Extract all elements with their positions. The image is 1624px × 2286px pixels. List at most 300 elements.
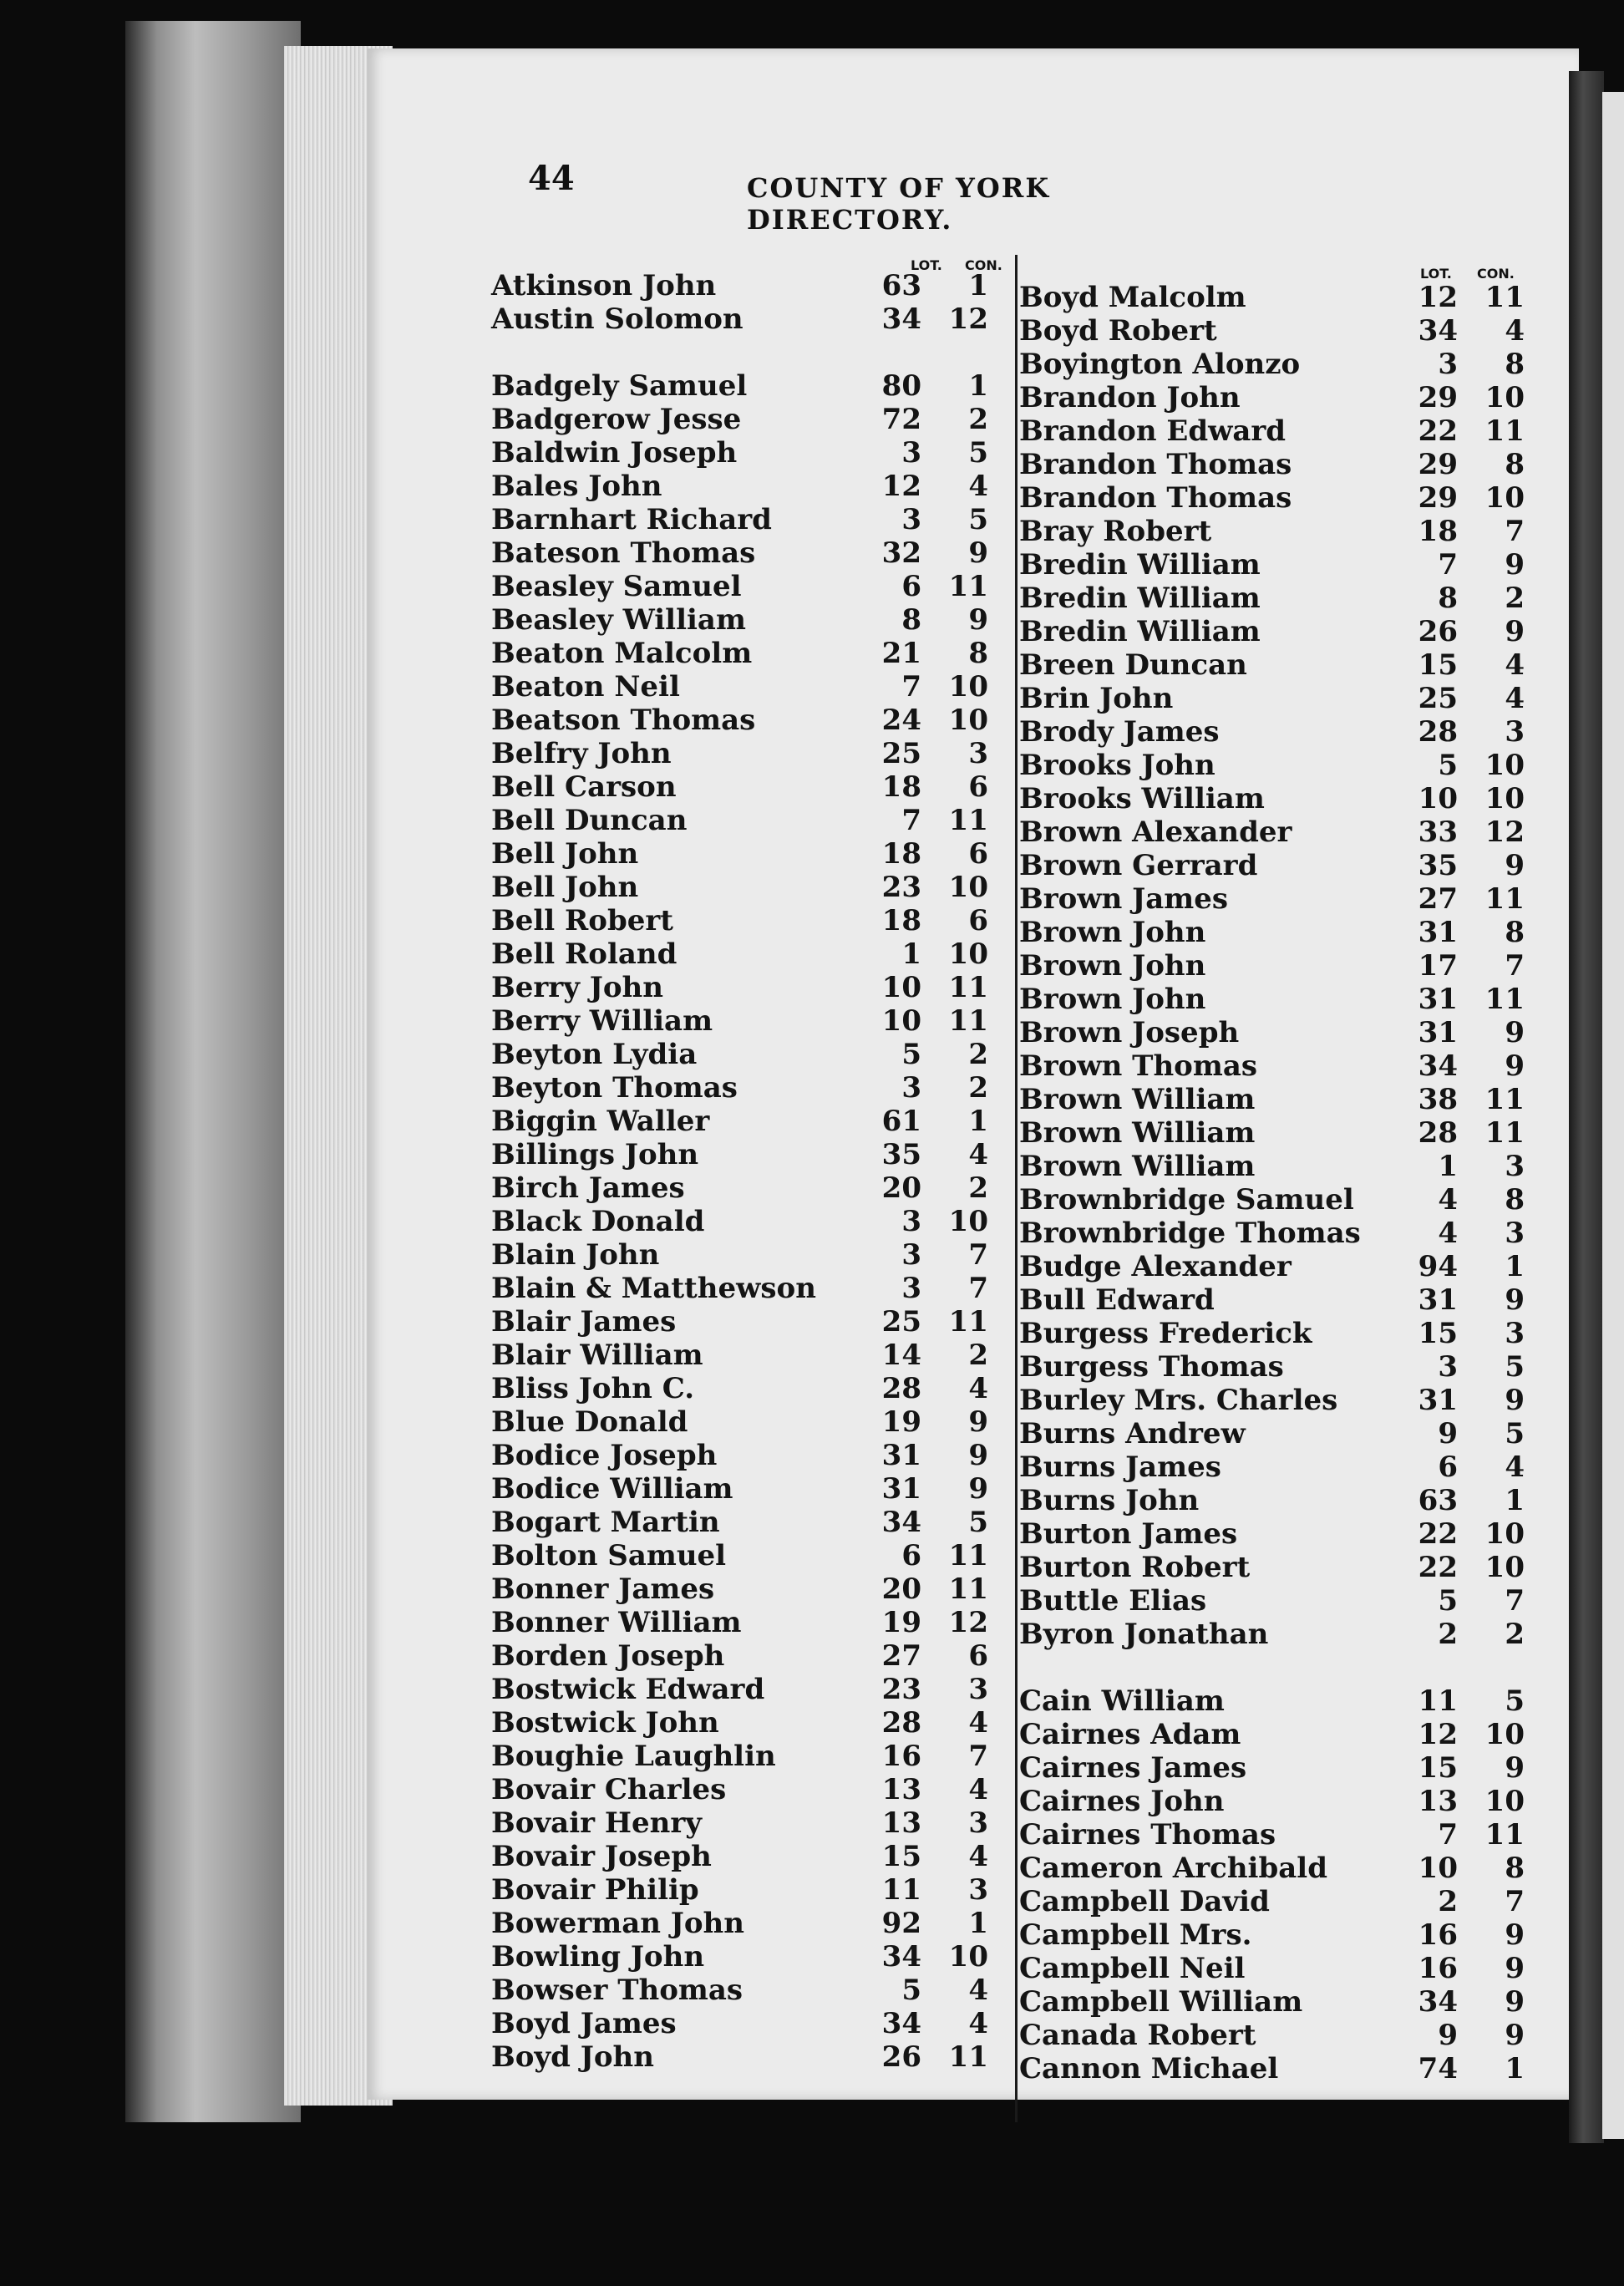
- entry-con: 9: [1505, 1751, 1525, 1785]
- entry-name: Boyd Robert: [1019, 314, 1217, 348]
- entry-name: Budge Alexander: [1019, 1250, 1292, 1283]
- directory-entry: [491, 1606, 988, 1639]
- page-number: 44: [528, 159, 575, 198]
- directory-entry: [491, 1372, 988, 1405]
- entry-con: 10: [1484, 1551, 1525, 1584]
- directory-entry: [491, 1004, 988, 1038]
- entry-lot: 2: [1438, 1618, 1458, 1651]
- entry-lot: 31: [881, 1439, 921, 1472]
- entry-lot: 25: [1418, 682, 1458, 715]
- entry-lot: 29: [1418, 481, 1458, 515]
- directory-entry: [491, 937, 988, 971]
- directory-entry: [1019, 1450, 1525, 1484]
- entry-name: Brown William: [1019, 1116, 1256, 1150]
- entry-lot: 11: [1418, 1684, 1458, 1718]
- entry-con: 4: [968, 1974, 988, 2007]
- entry-con: 2: [968, 1038, 988, 1071]
- directory-entry: [1019, 1785, 1525, 1818]
- entry-con: 9: [968, 1472, 988, 1506]
- entry-lot: 3: [901, 1238, 921, 1272]
- entry-lot: 17: [1418, 949, 1458, 983]
- entry-lot: 13: [881, 1773, 921, 1806]
- entry-lot: 28: [1418, 1116, 1458, 1150]
- directory-entry: [491, 1472, 988, 1506]
- directory-entry: [491, 1572, 988, 1606]
- entry-name: Bolton Samuel: [491, 1539, 727, 1572]
- directory-entry: [491, 1339, 988, 1372]
- directory-entry: [491, 1539, 988, 1572]
- entry-con: 10: [948, 937, 988, 971]
- entry-name: Brandon Thomas: [1019, 448, 1292, 481]
- entry-lot: 16: [1418, 1918, 1458, 1952]
- entry-lot: 1: [1438, 1150, 1458, 1183]
- left-directory-column: [491, 269, 988, 2074]
- entry-con: 11: [948, 2040, 988, 2074]
- entry-name: Bell Carson: [491, 770, 677, 804]
- directory-entry: [491, 837, 988, 871]
- entry-con: 9: [1505, 615, 1525, 648]
- directory-entry: [1019, 648, 1525, 682]
- entry-lot: 34: [1418, 1049, 1458, 1083]
- directory-entry: [1019, 2019, 1525, 2052]
- directory-entry: [491, 369, 988, 403]
- entry-lot: 34: [1418, 1985, 1458, 2019]
- entry-name: Badgerow Jesse: [491, 403, 742, 436]
- entry-name: Beaton Neil: [491, 670, 680, 704]
- entry-name: Brown Joseph: [1019, 1016, 1240, 1049]
- directory-entry: [1019, 815, 1525, 849]
- entry-lot: 3: [901, 1071, 921, 1105]
- entry-name: Canada Robert: [1019, 2019, 1256, 2052]
- entry-con: 5: [1505, 1684, 1525, 1718]
- entry-lot: 23: [881, 1673, 921, 1706]
- directory-entry: [1019, 1317, 1525, 1350]
- page-header: [528, 159, 1263, 236]
- entry-name: Bales John: [491, 470, 662, 503]
- entry-name: Campbell William: [1019, 1985, 1303, 2019]
- entry-name: Bodice Joseph: [491, 1439, 718, 1472]
- entry-name: Cannon Michael: [1019, 2052, 1279, 2085]
- entry-name: Brown John: [1019, 916, 1206, 949]
- directory-entry: [1019, 281, 1525, 314]
- entry-name: Bowser Thomas: [491, 1974, 743, 2007]
- letter-section-gap: [491, 336, 988, 369]
- directory-entry: [491, 770, 988, 804]
- directory-entry: [1019, 1283, 1525, 1317]
- entry-lot: 38: [1418, 1083, 1458, 1116]
- entry-name: Bovair Charles: [491, 1773, 727, 1806]
- entry-lot: 31: [881, 1472, 921, 1506]
- entry-con: 6: [968, 837, 988, 871]
- entry-con: 7: [968, 1272, 988, 1305]
- entry-name: Burley Mrs. Charles: [1019, 1384, 1338, 1417]
- entry-con: 7: [968, 1740, 988, 1773]
- directory-entry: [1019, 1985, 1525, 2019]
- entry-name: Burton Robert: [1019, 1551, 1251, 1584]
- entry-con: 10: [948, 1940, 988, 1974]
- entry-name: Brandon Edward: [1019, 414, 1287, 448]
- directory-entry: [491, 871, 988, 904]
- entry-lot: 22: [1418, 1551, 1458, 1584]
- directory-entry: [1019, 1183, 1525, 1217]
- directory-entry: [491, 1205, 988, 1238]
- entry-name: Austin Solomon: [491, 302, 743, 336]
- entry-lot: 6: [901, 570, 921, 603]
- directory-entry: [1019, 1751, 1525, 1785]
- entry-con: 8: [1505, 348, 1525, 381]
- directory-entry: [1019, 1551, 1525, 1584]
- entry-con: 11: [1484, 414, 1525, 448]
- entry-lot: 63: [1418, 1484, 1458, 1517]
- entry-lot: 24: [881, 704, 921, 737]
- directory-entry: [1019, 1417, 1525, 1450]
- entry-con: 8: [1505, 1852, 1525, 1885]
- entry-name: Borden Joseph: [491, 1639, 725, 1673]
- directory-entry: [1019, 849, 1525, 882]
- directory-entry: [1019, 682, 1525, 715]
- directory-entry: [491, 1038, 988, 1071]
- entry-lot: 29: [1418, 448, 1458, 481]
- entry-name: Bogart Martin: [491, 1506, 720, 1539]
- directory-entry: [491, 1706, 988, 1740]
- entry-lot: 16: [881, 1740, 921, 1773]
- directory-entry: [1019, 1718, 1525, 1751]
- entry-con: 8: [968, 637, 988, 670]
- entry-name: Burns James: [1019, 1450, 1221, 1484]
- entry-con: 9: [1505, 1384, 1525, 1417]
- entry-name: Bostwick John: [491, 1706, 719, 1740]
- entry-con: 2: [1505, 1618, 1525, 1651]
- entry-con: 2: [968, 1339, 988, 1372]
- directory-entry: [1019, 1049, 1525, 1083]
- directory-entry: [1019, 1116, 1525, 1150]
- entry-name: Bateson Thomas: [491, 536, 756, 570]
- entry-name: Blair James: [491, 1305, 677, 1339]
- entry-con: 4: [968, 470, 988, 503]
- entry-lot: 20: [881, 1171, 921, 1205]
- entry-name: Bowling John: [491, 1940, 705, 1974]
- entry-name: Bull Edward: [1019, 1283, 1215, 1317]
- entry-lot: 10: [881, 1004, 921, 1038]
- entry-lot: 5: [901, 1974, 921, 2007]
- entry-name: Barnhart Richard: [491, 503, 772, 536]
- directory-entry: [491, 1071, 988, 1105]
- directory-entry: [1019, 983, 1525, 1016]
- directory-entry: [1019, 314, 1525, 348]
- entry-name: Atkinson John: [491, 269, 717, 302]
- entry-name: Breen Duncan: [1019, 648, 1247, 682]
- entry-con: 9: [1505, 1918, 1525, 1952]
- directory-entry: [1019, 1150, 1525, 1183]
- entry-con: 4: [1505, 682, 1525, 715]
- entry-name: Bovair Philip: [491, 1873, 699, 1907]
- directory-entry: [491, 1305, 988, 1339]
- directory-entry: [1019, 615, 1525, 648]
- directory-entry: [491, 1873, 988, 1907]
- entry-con: 10: [1484, 749, 1525, 782]
- entry-lot: 15: [1418, 1751, 1458, 1785]
- entry-lot: 19: [881, 1405, 921, 1439]
- entry-con: 11: [948, 570, 988, 603]
- directory-entry: [491, 1940, 988, 1974]
- entry-lot: 74: [1418, 2052, 1458, 2085]
- entry-name: Burgess Frederick: [1019, 1317, 1312, 1350]
- entry-lot: 3: [901, 1205, 921, 1238]
- entry-lot: 72: [881, 403, 921, 436]
- directory-entry: [1019, 548, 1525, 582]
- entry-name: Black Donald: [491, 1205, 705, 1238]
- directory-entry: [1019, 949, 1525, 983]
- directory-entry: [491, 470, 988, 503]
- entry-name: Brown John: [1019, 949, 1206, 983]
- directory-entry: [1019, 1818, 1525, 1852]
- entry-name: Bonner James: [491, 1572, 715, 1606]
- entry-con: 1: [968, 1105, 988, 1138]
- entry-con: 3: [968, 1673, 988, 1706]
- right-directory-column: [1019, 281, 1525, 2085]
- entry-lot: 3: [1438, 1350, 1458, 1384]
- entry-con: 1: [1505, 1250, 1525, 1283]
- entry-name: Boyington Alonzo: [1019, 348, 1301, 381]
- entry-con: 5: [968, 1506, 988, 1539]
- entry-con: 7: [1505, 1885, 1525, 1918]
- entry-name: Cameron Archibald: [1019, 1852, 1327, 1885]
- entry-lot: 27: [1418, 882, 1458, 916]
- directory-entry: [1019, 1250, 1525, 1283]
- directory-entry: [1019, 1952, 1525, 1985]
- directory-entry: [491, 804, 988, 837]
- entry-con: 4: [1505, 314, 1525, 348]
- entry-lot: 6: [1438, 1450, 1458, 1484]
- entry-name: Bovair Henry: [491, 1806, 703, 1840]
- entry-lot: 18: [881, 837, 921, 871]
- directory-entry: [1019, 1083, 1525, 1116]
- entry-lot: 18: [1418, 515, 1458, 548]
- entry-name: Bowerman John: [491, 1907, 744, 1940]
- entry-lot: 28: [881, 1706, 921, 1740]
- entry-lot: 3: [901, 503, 921, 536]
- entry-lot: 22: [1418, 414, 1458, 448]
- entry-lot: 10: [1418, 1852, 1458, 1885]
- entry-lot: 34: [881, 1940, 921, 1974]
- entry-con: 2: [1505, 582, 1525, 615]
- directory-entry: [1019, 1217, 1525, 1250]
- column-divider: [1015, 255, 1018, 2122]
- entry-name: Belfry John: [491, 737, 672, 770]
- entry-con: 9: [1505, 2019, 1525, 2052]
- entry-name: Bell Roland: [491, 937, 678, 971]
- directory-entry: [1019, 481, 1525, 515]
- entry-con: 2: [968, 1171, 988, 1205]
- entry-con: 1: [968, 269, 988, 302]
- directory-entry: [491, 1439, 988, 1472]
- entry-lot: 13: [881, 1806, 921, 1840]
- entry-name: Blue Donald: [491, 1405, 688, 1439]
- entry-name: Bell Robert: [491, 904, 673, 937]
- entry-name: Bell John: [491, 871, 639, 904]
- directory-entry: [1019, 749, 1525, 782]
- right-con-header: CON.: [1477, 266, 1515, 282]
- entry-con: 10: [1484, 782, 1525, 815]
- entry-lot: 12: [881, 470, 921, 503]
- entry-name: Boyd James: [491, 2007, 677, 2040]
- directory-entry: [491, 403, 988, 436]
- directory-entry: [1019, 1484, 1525, 1517]
- entry-con: 1: [968, 1907, 988, 1940]
- entry-lot: 26: [881, 2040, 921, 2074]
- entry-lot: 5: [901, 1038, 921, 1071]
- directory-entry: [491, 1138, 988, 1171]
- entry-con: 7: [1505, 1584, 1525, 1618]
- entry-lot: 11: [881, 1873, 921, 1907]
- entry-lot: 20: [881, 1572, 921, 1606]
- book-gutter: [1569, 71, 1604, 2143]
- entry-con: 9: [1505, 548, 1525, 582]
- entry-lot: 80: [881, 369, 921, 403]
- entry-lot: 13: [1418, 1785, 1458, 1818]
- directory-entry: [1019, 1384, 1525, 1417]
- entry-name: Cairnes James: [1019, 1751, 1247, 1785]
- entry-con: 3: [1505, 1317, 1525, 1350]
- entry-con: 3: [1505, 715, 1525, 749]
- entry-con: 5: [968, 503, 988, 536]
- entry-name: Bredin William: [1019, 582, 1261, 615]
- running-title: COUNTY OF YORK DIRECTORY.: [747, 172, 1051, 236]
- entry-name: Cairnes Adam: [1019, 1718, 1241, 1751]
- entry-lot: 9: [1438, 1417, 1458, 1450]
- entry-lot: 22: [1418, 1517, 1458, 1551]
- entry-con: 11: [1484, 1116, 1525, 1150]
- directory-entry: [491, 1740, 988, 1773]
- entry-lot: 18: [881, 770, 921, 804]
- entry-name: Bredin William: [1019, 548, 1261, 582]
- entry-name: Birch James: [491, 1171, 685, 1205]
- entry-con: 9: [968, 1439, 988, 1472]
- entry-lot: 7: [1438, 1818, 1458, 1852]
- entry-lot: 34: [881, 2007, 921, 2040]
- directory-entry: [1019, 414, 1525, 448]
- entry-lot: 26: [1418, 615, 1458, 648]
- directory-entry: [491, 302, 988, 336]
- entry-con: 1: [968, 369, 988, 403]
- entry-con: 11: [948, 1004, 988, 1038]
- entry-lot: 12: [1418, 281, 1458, 314]
- entry-name: Bell John: [491, 837, 639, 871]
- entry-name: Byron Jonathan: [1019, 1618, 1269, 1651]
- entry-lot: 4: [1438, 1217, 1458, 1250]
- entry-con: 3: [1505, 1150, 1525, 1183]
- entry-lot: 10: [1418, 782, 1458, 815]
- entry-name: Beatson Thomas: [491, 704, 756, 737]
- entry-con: 11: [1484, 882, 1525, 916]
- entry-lot: 7: [901, 804, 921, 837]
- entry-con: 10: [1484, 481, 1525, 515]
- entry-name: Brown William: [1019, 1083, 1256, 1116]
- entry-con: 1: [1505, 1484, 1525, 1517]
- entry-con: 3: [968, 1873, 988, 1907]
- entry-lot: 3: [901, 1272, 921, 1305]
- entry-name: Burgess Thomas: [1019, 1350, 1284, 1384]
- entry-lot: 34: [1418, 314, 1458, 348]
- entry-lot: 5: [1438, 749, 1458, 782]
- directory-entry: [491, 269, 988, 302]
- entry-con: 11: [948, 1572, 988, 1606]
- entry-lot: 31: [1418, 983, 1458, 1016]
- directory-entry: [491, 670, 988, 704]
- entry-con: 6: [968, 904, 988, 937]
- entry-lot: 31: [1418, 1283, 1458, 1317]
- directory-entry: [1019, 882, 1525, 916]
- directory-entry: [1019, 515, 1525, 548]
- directory-entry: [1019, 1584, 1525, 1618]
- entry-con: 6: [968, 1639, 988, 1673]
- entry-con: 11: [1484, 983, 1525, 1016]
- entry-lot: 5: [1438, 1584, 1458, 1618]
- entry-lot: 7: [1438, 548, 1458, 582]
- entry-name: Brownbridge Samuel: [1019, 1183, 1354, 1217]
- entry-con: 9: [968, 603, 988, 637]
- entry-name: Cairnes John: [1019, 1785, 1225, 1818]
- entry-con: 9: [968, 536, 988, 570]
- entry-lot: 94: [1418, 1250, 1458, 1283]
- directory-entry: [491, 1806, 988, 1840]
- entry-lot: 9: [1438, 2019, 1458, 2052]
- entry-name: Boyd Malcolm: [1019, 281, 1246, 314]
- entry-name: Bovair Joseph: [491, 1840, 712, 1873]
- entry-con: 10: [1484, 381, 1525, 414]
- directory-entry: [1019, 381, 1525, 414]
- entry-lot: 4: [1438, 1183, 1458, 1217]
- directory-entry: [491, 1907, 988, 1940]
- directory-entry: [1019, 1016, 1525, 1049]
- entry-lot: 21: [881, 637, 921, 670]
- directory-entry: [1019, 1517, 1525, 1551]
- entry-con: 4: [1505, 648, 1525, 682]
- entry-lot: 23: [881, 871, 921, 904]
- entry-name: Buttle Elias: [1019, 1584, 1207, 1618]
- entry-name: Brown James: [1019, 882, 1229, 916]
- entry-con: 11: [948, 971, 988, 1004]
- entry-name: Berry John: [491, 971, 663, 1004]
- directory-entry: [491, 1840, 988, 1873]
- directory-entry: [1019, 1885, 1525, 1918]
- directory-entry: [491, 1171, 988, 1205]
- entry-name: Brown John: [1019, 983, 1206, 1016]
- entry-name: Brown William: [1019, 1150, 1256, 1183]
- directory-entry: [491, 1773, 988, 1806]
- entry-lot: 33: [1418, 815, 1458, 849]
- entry-lot: 3: [1438, 348, 1458, 381]
- entry-name: Burns John: [1019, 1484, 1200, 1517]
- directory-entry: [1019, 448, 1525, 481]
- left-con-header: CON.: [965, 257, 1002, 273]
- entry-con: 7: [1505, 949, 1525, 983]
- entry-con: 2: [968, 403, 988, 436]
- entry-con: 10: [948, 704, 988, 737]
- entry-con: 4: [968, 2007, 988, 2040]
- entry-name: Blain & Matthewson: [491, 1272, 816, 1305]
- entry-lot: 2: [1438, 1885, 1458, 1918]
- entry-lot: 34: [881, 1506, 921, 1539]
- directory-entry: [491, 1974, 988, 2007]
- entry-lot: 27: [881, 1639, 921, 1673]
- entry-name: Beasley William: [491, 603, 746, 637]
- entry-con: 9: [1505, 849, 1525, 882]
- entry-lot: 34: [881, 302, 921, 336]
- directory-entry: [1019, 715, 1525, 749]
- directory-entry: [491, 603, 988, 637]
- directory-entry: [491, 1639, 988, 1673]
